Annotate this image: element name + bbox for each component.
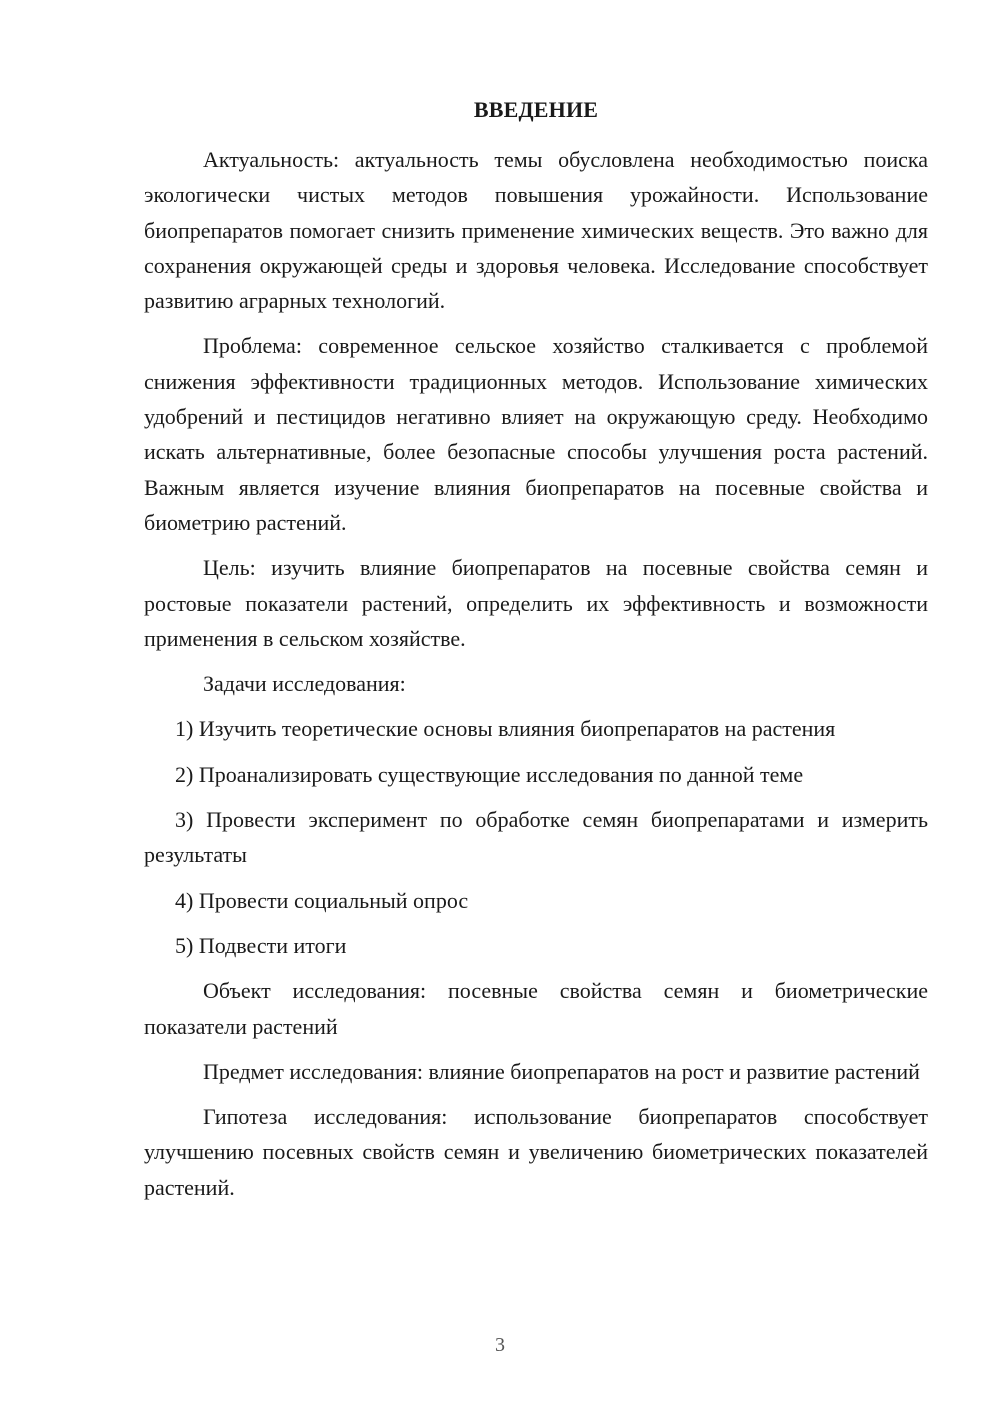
task-item: 2) Проанализировать существующие исследования по данной теме <box>175 761 804 787</box>
task-item: 3) Провести эксперимент по обработке семян биопрепаратами и измерить результаты <box>144 807 928 868</box>
paragraph-hypothesis: Гипотеза исследования: использование биопрепаратов способствует улучшению посевных свойств семян и увеличению биометрических показателей растений. <box>144 1104 928 1200</box>
page-number: 3 <box>495 1334 505 1356</box>
document-page <box>144 92 928 1205</box>
task-item: 1) Изучить теоретические основы влияния биопрепаратов на растения <box>175 716 836 742</box>
task-item: 4) Провести социальный опрос <box>175 887 469 913</box>
page-title: ВВЕДЕНИЕ <box>473 97 599 122</box>
paragraph-object: Объект исследования: посевные свойства семян и биометрические показатели растений <box>144 978 928 1039</box>
task-item: 5) Подвести итоги <box>175 932 347 958</box>
paragraph-relevance: Актуальность: актуальность темы обусловлена необходимостью поиска экологически чистых методов повышения урожайности. Использование биопрепаратов помогает снизить применение химических веществ. Это важно для сохранения окружающей среды и здоровья человека. Исследование способствует развитию аграрных технологий. <box>144 147 928 314</box>
paragraph-problem: Проблема: современное сельское хозяйство сталкивается с проблемой снижения эффективности традиционных методов. Использование химических удобрений и пестицидов негативно влияет на окружающую среду. Необходимо искать альтернативные, более безопасные способы улучшения роста растений. Важным является изучение влияния биопрепаратов на посевные свойства и биометрию растений. <box>144 333 928 535</box>
paragraph-subject: Предмет исследования: влияние биопрепаратов на рост и развитие растений <box>203 1058 920 1084</box>
paragraph-goal: Цель: изучить влияние биопрепаратов на посевные свойства семян и ростовые показатели растений, определить их эффективность и возможности применения в сельском хозяйстве. <box>144 555 928 651</box>
tasks-heading: Задачи исследования: <box>203 671 406 697</box>
